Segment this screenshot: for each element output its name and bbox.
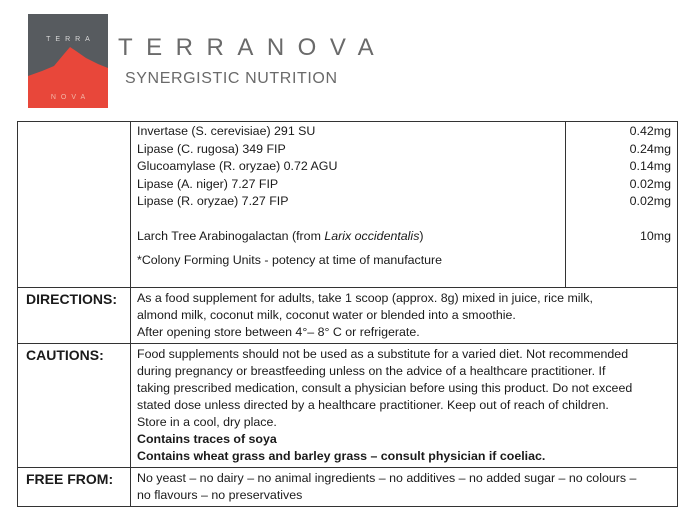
directions-heading: DIRECTIONS: [18,287,131,343]
cautions-text: Food supplements should not be used as a substitute for a varied diet. Not recommended during pregnancy or breastfeeding unless on the advice of a healthcare practitioner. If taking prescribed medication, consult a physician before using this product. Do not exceed stated dose unless directed by a healthcare practitioner. Keep out of reach of children. Store in a cool, dry place. Contains traces of soya Contains wheat grass and barley grass – consult physician if coeliac. [131,343,678,467]
directions-text: As a food supplement for adults, take 1 scoop (approx. 8g) mixed in juice, rice milk, almond milk, coconut milk, coconut water or blended into a smoothie. After opening store between 4°– 8° C or refrigerate. [131,287,678,343]
larch-latin-name: Larix occidentalis [324,228,420,243]
ingredients-name-cell [131,122,566,288]
ingredient-amount: 0.24mg [629,141,671,156]
ingredient-amount: 0.14mg [629,159,671,173]
ingredient-amount: 0.42mg [629,124,671,138]
ingredient-name: Lipase (C. rugosa) 349 FIP [137,141,286,156]
ingredient-name: Lipase (A. niger) 7.27 FIP [137,176,279,191]
ingredients-row [18,122,678,288]
soya-warning: Contains traces of soya [137,431,277,446]
ingredient-amount: 0.02mg [629,194,671,208]
logo-text-terra: TERRA [46,36,95,43]
cautions-row [18,343,678,467]
free-from-row [18,467,678,506]
larch-ingredient: Larch Tree Arabinogalactan (from Larix occidentalis) [137,228,424,243]
larch-amount: 10mg [640,228,671,243]
logo-text-nova: NOVA [50,94,91,101]
ingredient-name: Glucoamylase (R. oryzae) 0.72 AGU [137,159,338,173]
brand-tagline: SYNERGISTIC NUTRITION [125,70,338,87]
ingredient-amount: 0.02mg [629,176,671,191]
supplement-info-table [17,121,678,507]
ingredient-name: Invertase (S. cerevisiae) 291 SU [137,124,316,138]
ingredients-head-cell [18,122,131,288]
cautions-heading: CAUTIONS: [18,343,131,467]
brand-name: TERRANOVA [118,34,388,61]
coeliac-warning: Contains wheat grass and barley grass – consult physician if coeliac. [137,448,546,463]
ingredient-name: Lipase (R. oryzae) 7.27 FIP [137,194,289,208]
ingredients-amount-cell [566,122,678,288]
directions-row [18,287,678,343]
brand-logo [28,14,108,108]
free-from-heading: FREE FROM: [18,467,131,506]
free-from-text: No yeast – no dairy – no animal ingredients – no additives – no added sugar – no colours – no flavours – no preservatives [131,467,678,506]
cfu-footnote: *Colony Forming Units - potency at time of manufacture [137,253,443,267]
